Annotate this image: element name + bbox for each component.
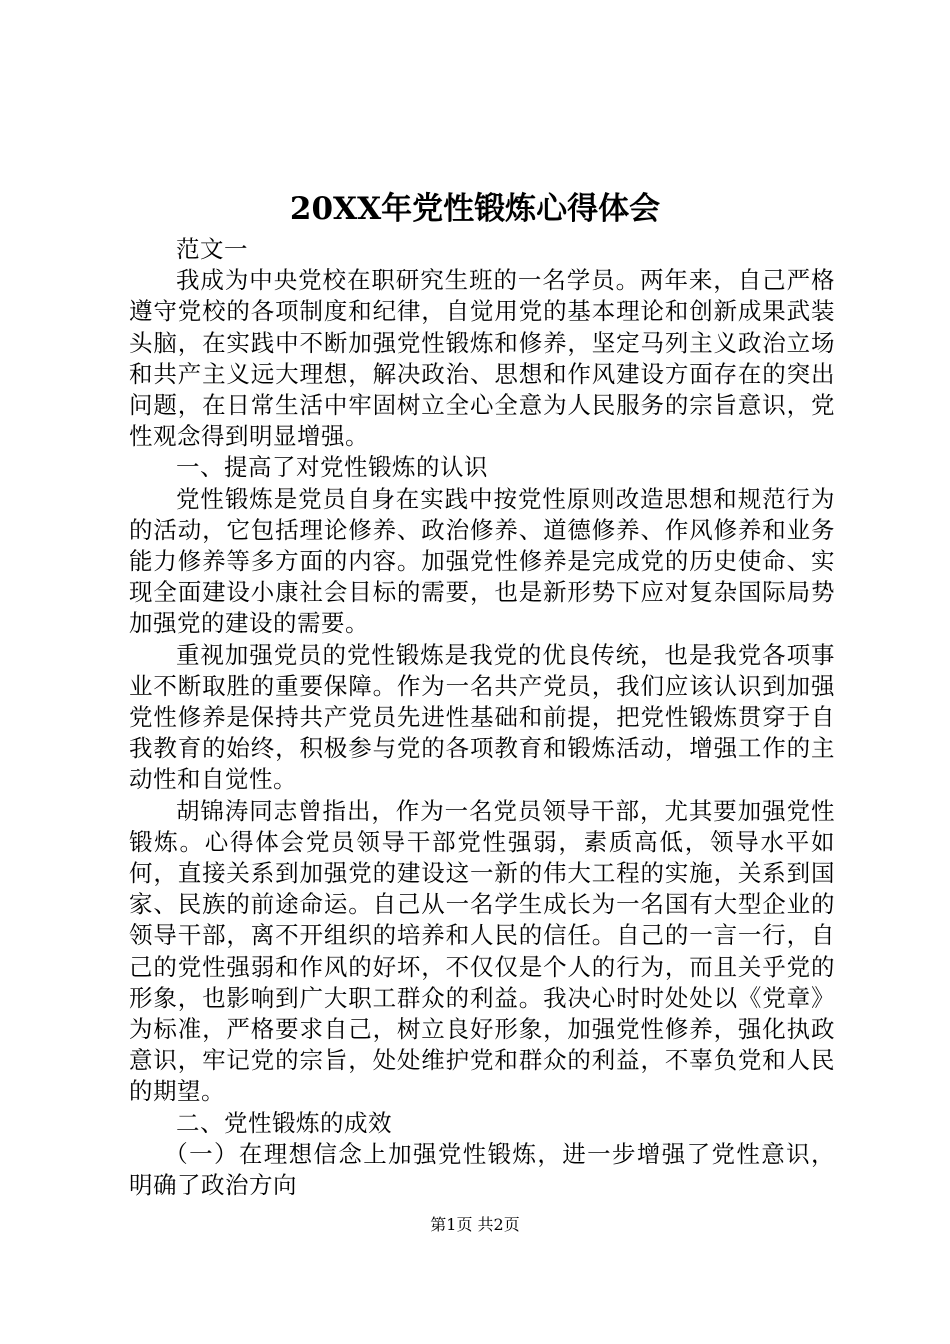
section-label: 范文一 xyxy=(176,235,248,263)
body-paragraph: 党性锻炼是党员自身在实践中按党性原则改造思想和规范行为的活动，它包括理论修养、政治修养、道德修养、作风修养和业务能力修养等多方面的内容。加强党性修养是完成党的历史使命、实现全面建设小康社会目标的需要，也是新形势下应对复杂国际局势加强党的建设的需要。 xyxy=(129,484,835,638)
subsection-heading: （一）在理想信念上加强党性锻炼，进一步增强了党性意识，明确了政治方向 xyxy=(129,1139,835,1200)
document-body xyxy=(129,234,835,1201)
body-paragraph: 重视加强党员的党性锻炼是我党的优良传统，也是我党各项事业不断取胜的重要保障。作为一名共产党员，我们应该认识到加强党性修养是保持共产党员先进性基础和前提，把党性锻炼贯穿于自我教育的始终，积极参与党的各项教育和锻炼活动，增强工作的主动性和自觉性。 xyxy=(129,640,835,794)
document-title: 20XX年党性锻炼心得体会 xyxy=(289,191,661,227)
body-paragraph: 我成为中央党校在职研究生班的一名学员。两年来，自己严格遵守党校的各项制度和纪律，自觉用党的基本理论和创新成果武装头脑，在实践中不断加强党性锻炼和修养，坚定马列主义政治立场和共产主义远大理想，解决政治、思想和作风建设方面存在的突出问题，在日常生活中牢固树立全心全意为人民服务的宗旨意识，党性观念得到明显增强。 xyxy=(129,266,835,451)
page-number-footer: 第1页 共2页 xyxy=(430,1215,520,1234)
body-paragraph: 胡锦涛同志曾指出，作为一名党员领导干部，尤其要加强党性锻炼。心得体会党员领导干部党性强弱，素质高低，领导水平如何，直接关系到加强党的建设这一新的伟大工程的实施，关系到国家、民族的前途命运。自己从一名学生成长为一名国有大型企业的领导干部，离不开组织的培养和人民的信任。自己的一言一行，自己的党性强弱和作风的好坏，不仅仅是个人的行为，而且关乎党的形象，也影响到广大职工群众的利益。我决心时时处处以《党章》为标准，严格要求自己，树立良好形象，加强党性修养，强化执政意识，牢记党的宗旨，处处维护党和群众的利益，不辜负党和人民的期望。 xyxy=(129,796,835,1106)
section-heading: 二、党性锻炼的成效 xyxy=(176,1108,392,1137)
section-heading: 一、提高了对党性锻炼的认识 xyxy=(176,453,488,482)
